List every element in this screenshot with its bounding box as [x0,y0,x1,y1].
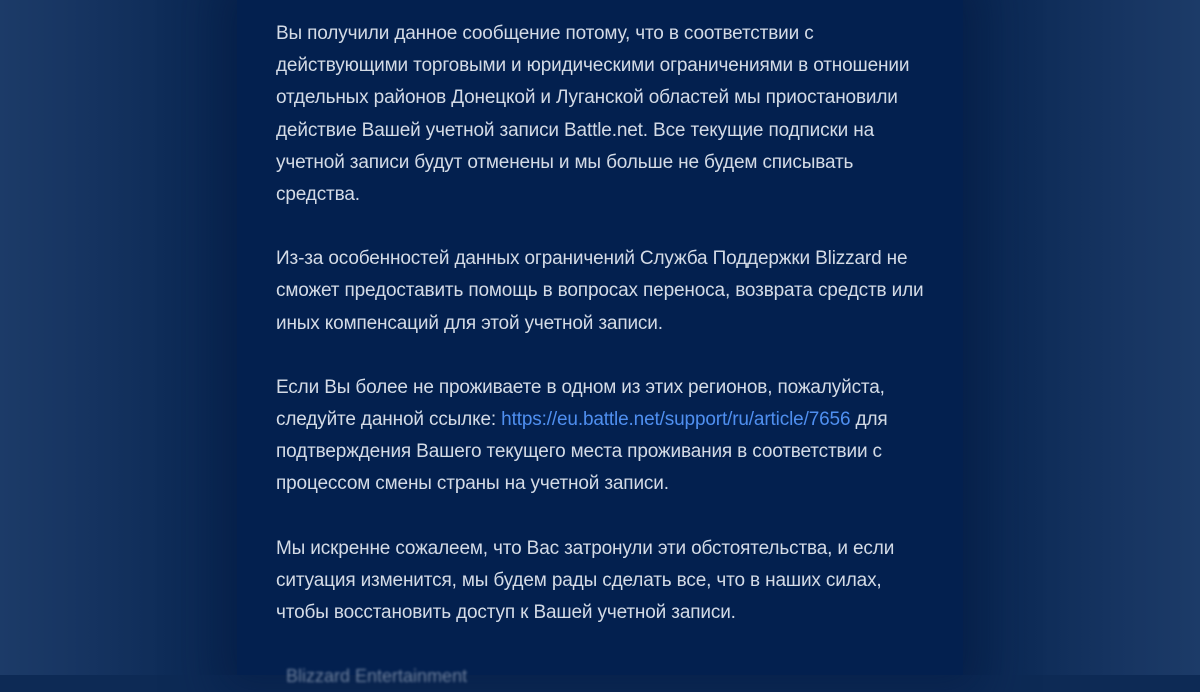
residence-text-before-link: Если Вы более не проживаете в одном из этих регионов, пожалуйста, следуйте данной ссылке: [276,376,885,431]
message-paragraph-residence [276,372,936,501]
message-body [276,18,936,661]
residence-text-after-link: для подтверждения Вашего текущего места проживания в соответствии с процессом смены страны на учетной записи. [276,409,888,495]
support-article-link[interactable]: https://eu.battle.net/support/ru/article/7656 [501,409,851,431]
message-paragraph-support: Из-за особенностей данных ограничений Служба Поддержки Blizzard не сможет предоставить помощь в вопросах переноса, возврата средств или иных компенсаций для этой учетной записи. [276,248,924,334]
signature: Blizzard Entertainment [286,666,468,686]
message-paragraph-apology: Мы искренне сожалеем, что Вас затронули эти обстоятельства, и если ситуация изменится, мы будем рады сделать все, что в наших силах, чтобы восстановить доступ к Вашей учетной записи. [276,537,895,624]
message-paragraph-suspension: Вы получили данное сообщение потому, что в соответствии с действующими торговыми и юридическими ограничениями в отношении отдельных районов Донецкой и Луганской областей мы приостановили действие Вашей учетной записи Battle.net. Все текущие подписки на учетной записи будут отменены и мы больше не будем списывать средства. [276,23,910,206]
